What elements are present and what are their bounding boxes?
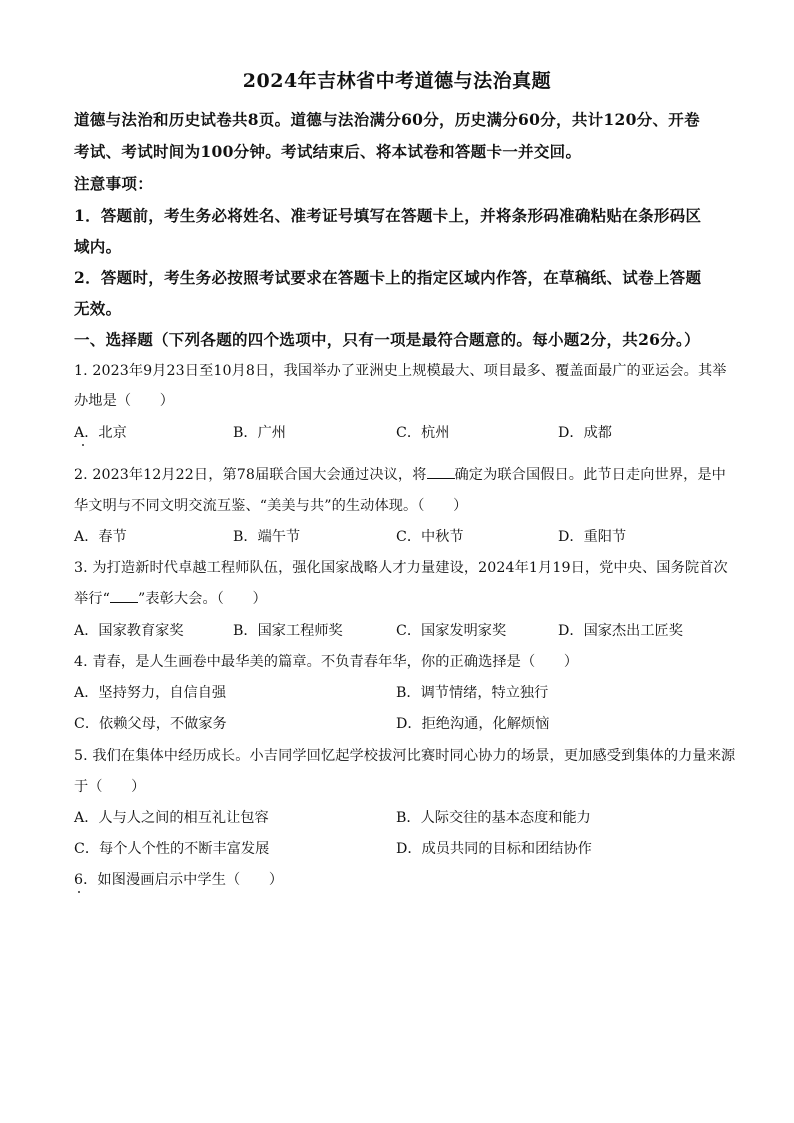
question-4-option-b: B．调节情绪，特立独行 (396, 685, 549, 701)
notice-item-1-line-2: 域内。 (74, 237, 122, 256)
question-3-option-a: A．国家教育家奖 (74, 623, 184, 639)
question-2-line-2: 华文明与不同文明交流互鉴、“美美与共”的生动体现。（ ） (74, 498, 468, 514)
question-1-option-c: C．杭州 (396, 425, 450, 441)
question-3-option-b: B．国家工程师奖 (233, 623, 343, 639)
question-4-option-a: A．坚持努力，自信自强 (74, 685, 227, 701)
question-2-line-1 (74, 464, 726, 484)
answer-blank (427, 466, 455, 479)
intro-line-2: 考试、考试时间为100分钟。考试结束后、将本试卷和答题卡一并交回。 (74, 142, 582, 161)
scan-dot (82, 444, 84, 446)
answer-blank (110, 590, 138, 603)
question-3-line-1: 3. 为打造新时代卓越工程师队伍，强化国家战略人才力量建设，2024年1月19日，党中央、国务院首次 (74, 560, 728, 576)
question-3-text-a: 举行“ (74, 591, 110, 607)
question-4-option-d: D．拒绝沟通，化解烦恼 (396, 716, 550, 732)
question-1-line-2: 办地是（ ） (74, 393, 175, 409)
page-title: 2024年吉林省中考道德与法治真题 (242, 70, 552, 92)
question-3-line-2 (74, 588, 267, 608)
question-2-option-c: C．中秋节 (396, 529, 464, 545)
question-1-option-a: A．北京 (74, 425, 127, 441)
question-2-option-b: B．端午节 (233, 529, 301, 545)
section-heading: 一、选择题（下列各题的四个选项中，只有一项是最符合题意的。每小题2分，共26分。） (74, 330, 700, 349)
question-3-text-b: ”表彰大会。（ ） (137, 591, 267, 607)
question-2-text-a: 2. 2023年12月22日，第78届联合国大会通过决议，将 (74, 467, 427, 483)
question-6-line-1: 6．如图漫画启示中学生（ ） (74, 872, 284, 888)
question-5-line-1: 5. 我们在集体中经历成长。小吉同学回忆起学校拔河比赛时同心协力的场景，更加感受到集体的力量来源 (74, 748, 736, 764)
scan-dot (78, 891, 80, 893)
question-2-option-a: A．春节 (74, 529, 127, 545)
question-3-option-c: C．国家发明家奖 (396, 623, 507, 639)
question-5-option-d: D．成员共同的目标和团结协作 (396, 841, 592, 857)
question-2-text-b: 确定为联合国假日。此节日走向世界，是中 (454, 467, 726, 483)
notice-item-2-line-1: 2．答题时，考生务必按照考试要求在答题卡上的指定区域内作答，在草稿纸、试卷上答题 (74, 268, 702, 287)
notice-item-2-line-2: 无效。 (74, 299, 122, 318)
question-3-option-d: D．国家杰出工匠奖 (558, 623, 683, 639)
question-5-option-b: B．人际交往的基本态度和能力 (396, 810, 591, 826)
question-5-line-2: 于（ ） (74, 779, 146, 795)
question-1-line-1: 1. 2023年9月23日至10月8日，我国举办了亚洲史上规模最大、项目最多、覆盖面最广的亚运会。其举 (74, 363, 727, 379)
question-1-option-d: D．成都 (558, 425, 612, 441)
question-5-option-a: A．人与人之间的相互礼让包容 (74, 810, 269, 826)
notice-item-1-line-1: 1．答题前，考生务必将姓名、准考证号填写在答题卡上，并将条形码准确粘贴在条形码区 (74, 206, 702, 225)
question-2-option-d: D．重阳节 (558, 529, 627, 545)
question-4-line-1: 4. 青春，是人生画卷中最华美的篇章。不负青春年华，你的正确选择是（ ） (74, 654, 579, 670)
question-1-option-b: B．广州 (233, 425, 286, 441)
question-4-option-c: C．依赖父母，不做家务 (74, 716, 227, 732)
question-5-option-c: C．每个人个性的不断丰富发展 (74, 841, 270, 857)
notice-heading: 注意事项： (74, 174, 154, 193)
intro-line-1: 道德与法治和历史试卷共8页。道德与法治满分60分，历史满分60分，共计120分、开卷 (74, 110, 700, 129)
